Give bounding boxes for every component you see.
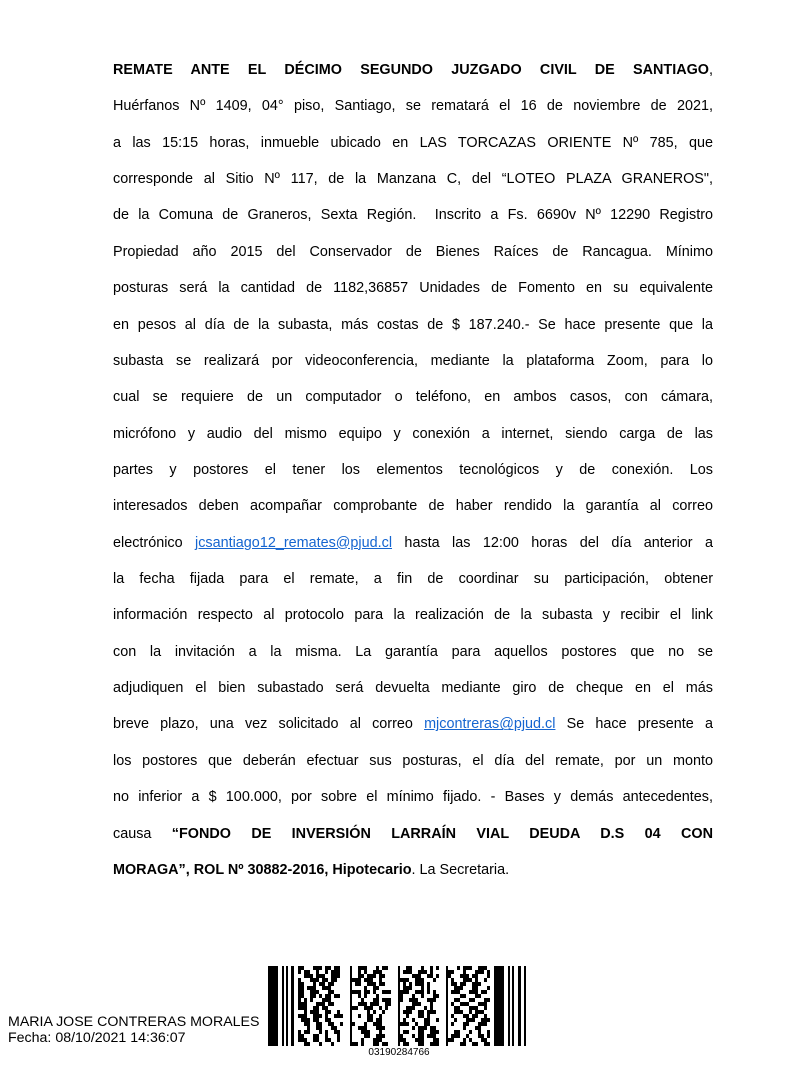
text-segment: partes y postores el tener los elementos tecnológicos y de conexión. Los bbox=[113, 461, 713, 478]
text-segment: adjudiquen el bien subastado será devuelta mediante giro de cheque en el más bbox=[113, 680, 713, 697]
barcode-image bbox=[268, 966, 530, 1046]
document-line-22 bbox=[113, 816, 713, 852]
document-line-16 bbox=[113, 597, 713, 633]
text-segment: micrófono y audio del mismo equipo y conexión a internet, siendo carga de las bbox=[113, 425, 713, 442]
document-line-17 bbox=[113, 634, 713, 670]
text-segment: con la invitación a la misma. La garantía para aquellos postores que no se bbox=[113, 643, 713, 660]
barcode-number: 03190284766 bbox=[368, 1047, 430, 1058]
document-line-19 bbox=[113, 706, 713, 742]
email-link-mjcontreras[interactable]: mjcontreras@pjud.cl bbox=[424, 716, 556, 733]
document-body bbox=[113, 52, 713, 888]
text-segment: causa bbox=[113, 825, 172, 842]
document-line-5 bbox=[113, 197, 713, 233]
document-line-20 bbox=[113, 743, 713, 779]
document-line-18 bbox=[113, 670, 713, 706]
bold-text-segment: MORAGA”, ROL Nº 30882-2016, Hipotecario bbox=[113, 861, 412, 878]
document-line-2 bbox=[113, 88, 713, 124]
text-segment: breve plazo, una vez solicitado al correo bbox=[113, 716, 425, 733]
document-line-14 bbox=[113, 525, 713, 561]
document-line-11 bbox=[113, 416, 713, 452]
text-segment: información respecto al protocolo para la realización de la subasta y recibir el link bbox=[113, 607, 713, 624]
text-segment: a las 15:15 horas, inmueble ubicado en LAS TORCAZAS ORIENTE Nº 785, que bbox=[113, 134, 713, 151]
document-line-7 bbox=[113, 270, 713, 306]
text-segment: corresponde al Sitio Nº 117, de la Manzana C, del “LOTEO PLAZA GRANEROS", bbox=[113, 171, 713, 188]
text-segment: subasta se realizará por videoconferencia, mediante la plataforma Zoom, para lo bbox=[113, 352, 713, 369]
email-link-jcsantiago12[interactable]: jcsantiago12_remates@pjud.cl bbox=[195, 534, 393, 551]
document-line-1 bbox=[113, 52, 713, 88]
text-segment: cual se requiere de un computador o teléfono, en ambos casos, con cámara, bbox=[113, 389, 713, 406]
text-segment: , bbox=[709, 62, 713, 78]
bold-text-segment: “FONDO DE INVERSIÓN LARRAÍN VIAL DEUDA D.S 04 CON bbox=[171, 825, 713, 842]
document-line-4 bbox=[113, 161, 713, 197]
document-line-10 bbox=[113, 379, 713, 415]
document-line-6 bbox=[113, 234, 713, 270]
signature-stamp bbox=[8, 1014, 259, 1046]
document-line-23 bbox=[113, 852, 713, 888]
text-segment: en pesos al día de la subasta, más costas de $ 187.240.- Se hace presente que la bbox=[113, 316, 713, 333]
text-segment: los postores que deberán efectuar sus posturas, el día del remate, por un monto bbox=[113, 752, 713, 769]
document-line-13 bbox=[113, 488, 713, 524]
document-line-3 bbox=[113, 125, 713, 161]
document-line-12 bbox=[113, 452, 713, 488]
text-segment: . La Secretaria. bbox=[411, 861, 510, 878]
text-segment: de la Comuna de Graneros, Sexta Región. Inscrito a Fs. 6690v Nº 12290 Registro bbox=[113, 207, 713, 224]
barcode bbox=[268, 966, 530, 1058]
document-line-15 bbox=[113, 561, 713, 597]
text-segment: electrónico bbox=[113, 534, 196, 551]
stamp-date: Fecha: 08/10/2021 14:36:07 bbox=[8, 1030, 186, 1046]
text-segment: interesados deben acompañar comprobante de haber rendido la garantía al correo bbox=[113, 498, 713, 515]
text-segment: posturas será la cantidad de 1182,36857 Unidades de Fomento en su equivalente bbox=[113, 280, 713, 297]
bold-text-segment: REMATE ANTE EL DÉCIMO SEGUNDO JUZGADO CIVIL DE SANTIAGO bbox=[113, 62, 709, 78]
text-segment: hasta las 12:00 horas del día anterior a bbox=[392, 534, 713, 551]
text-segment: la fecha fijada para el remate, a fin de coordinar su participación, obtener bbox=[113, 571, 713, 588]
text-segment: Huérfanos Nº 1409, 04° piso, Santiago, se rematará el 16 de noviembre de 2021, bbox=[113, 98, 713, 115]
text-segment: Propiedad año 2015 del Conservador de Bienes Raíces de Rancagua. Mínimo bbox=[113, 243, 713, 260]
text-segment: no inferior a $ 100.000, por sobre el mínimo fijado. - Bases y demás antecedentes, bbox=[113, 789, 713, 806]
document-line-8 bbox=[113, 307, 713, 343]
document-line-21 bbox=[113, 779, 713, 815]
document-line-9 bbox=[113, 343, 713, 379]
text-segment: Se hace presente a bbox=[555, 716, 713, 733]
stamp-signer-name: MARIA JOSE CONTRERAS MORALES bbox=[8, 1014, 260, 1030]
